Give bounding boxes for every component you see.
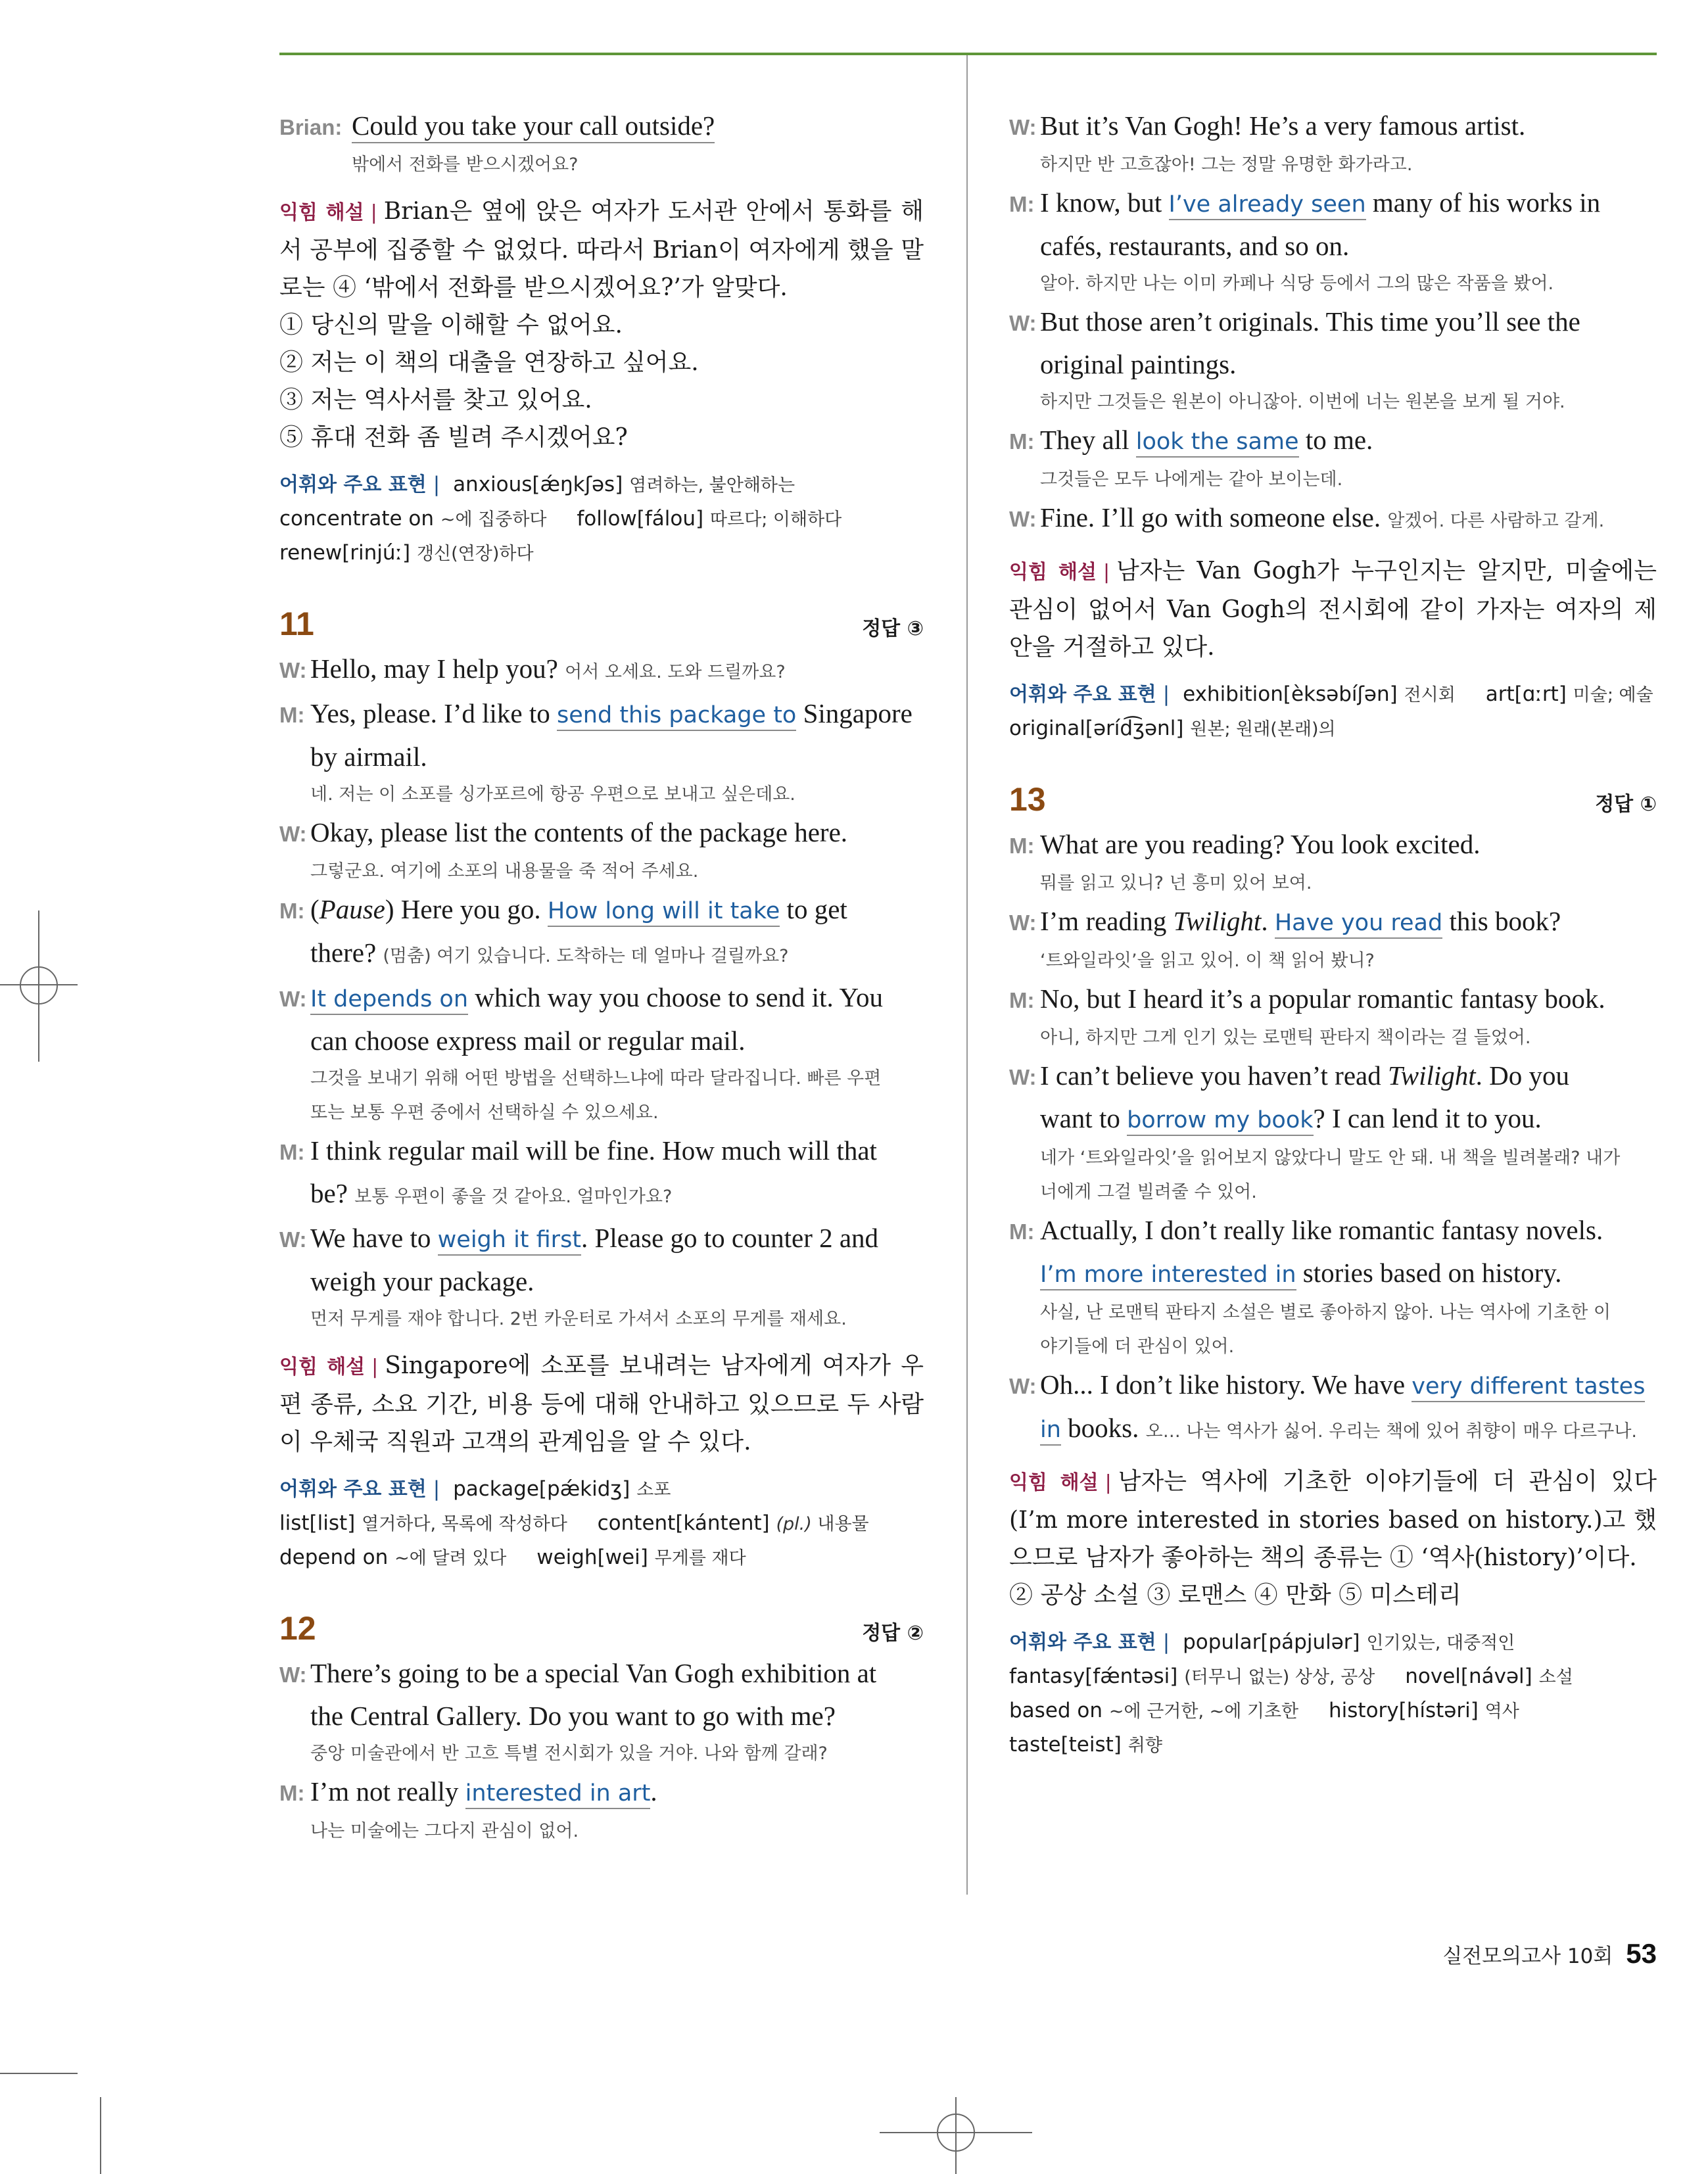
crop-mark-line (0, 2073, 78, 2074)
right-column (1009, 105, 1657, 1762)
speaker-label: Brian: (279, 115, 343, 139)
explanation: 익힘 해설 | 남자는 역사에 기초한 이야기들에 더 관심이 있다(I’m more interested in stories based on history.)고 했으므로 남자가 좋아하는 책의 종류는 ① ‘역사(history)’이다. (1009, 1468, 1657, 1571)
answer-label: 정답 ② (862, 1622, 924, 1645)
question-12-continued: W: But it’s Van Gogh! He’s a very famous artist. 하지만 반 고흐잖아! 그는 정말 유명한 화가라고. M: I know, but I’ve already seen many of his works in cafés, restaurants, and so on. 알아. 하지만 나는 이미 카페나 식당 등에서 그의 많은 작품을 봤어. W: But those aren’t originals. This time you’ll see the original paintings. 하지만 그것들은 원본이 아니잖아. 이번에 너는 원본을 보게 될 거야. M: They all look the same to me. 그것들은 모두 나에게는 같아 보이는데. W: Fine. I’ll go with someone else. 알겠어. 다른 사람하고 갈게. 익힘 해설 | 남자는 Van Gogh가 누구인지는 알지만, 미술에는 관심이 없어서 Van Gogh의 전시회에 같이 가자는 여자의 제안을 거절하고 있다. 어휘와 주요 표현 | exhibition[èksəbíʃən] 전시회 art[ɑːrt] 미술; 예술 original[əríd͡ʒənl] 원본; 원래(본래)의 (1009, 105, 1657, 746)
vocabulary-box: 어휘와 주요 표현 | popular[pápjulər] 인기있는, 대중적인 fantasy[fǽntəsi] (터무니 없는) 상상, 공상 novel[návəl] 소설 based on ~에 근거한, ~에 기초한 history[hístəri] 역사 taste[teist] 취향 (1009, 1630, 1573, 1757)
question-number: 11 (279, 605, 314, 642)
key-expression: in (1040, 1417, 1061, 1446)
registration-mark-circle (20, 966, 58, 1004)
question-number: 13 (1009, 781, 1046, 818)
key-expression: It depends on (310, 986, 468, 1015)
option-item: ③ 저는 역사서를 찾고 있어요. (279, 387, 592, 414)
question-13: 13 정답 ① M: What are you reading? You look excited. 뭐를 읽고 있니? 넌 흥미 있어 보여. W: I’m reading Twilight. Have you read this book? ‘트와일라잇’을 읽고 있어. 이 책 읽어 봤니? M: No, but I heard it’s a popular romantic fantasy book. 아니, 하지만 그게 인기 있는 로맨틱 판타지 책이라는 걸 들었어. W: I can’t believe you haven’t read Twilight. Do you want to borrow my book? I can lend it to you. 네가 ‘트와일라잇’을 읽어보지 않았다니 말도 안 돼. 내 책을 빌려볼래? 내가 너에게 그걸 빌려줄 수 있어. M: Actually, I don’t really like romantic fantasy novels. I’m more interested in stories based on history. 사실, 난 로맨틱 판타지 소설은 별로 좋아하지 않아. 나는 역사에 기초한 이 야기들에 더 관심이 있어. W: Oh... I don’t like history. We have very different tastes in books. 오… 나는 역사가 싫어. 우리는 책에 있어 취향이 매우 다르구나. 익힘 해설 | 남자는 역사에 기초한 이야기들에 더 관심이 있다(I’m more interested in stories based on history.)고 했으므로 남자가 좋아하는 책의 종류는 ① ‘역사(history)’이다. ② 공상 소설 ③ 로맨스 ④ 만화 ⑤ 미스테리 어휘와 주요 표현 | popular[pápjulər] 인기있는, 대중적인 fantasy[fǽntəsi] (터무니 없는) 상상, 공상 novel[návəl] 소설 based on ~에 근거한, ~에 기초한 history[hístəri] 역사 taste[teist] 취향 (1009, 780, 1657, 1762)
column-divider (966, 55, 968, 1895)
explanation: 익힘 해설 | Brian은 옆에 앉은 여자가 도서관 안에서 통화를 해서 공부에 집중할 수 없었다. 따라서 Brian이 여자에게 했을 말로는 ④ ‘밖에서 전화를 받으시겠어요?’가 알맞다. (279, 198, 924, 301)
vocabulary-box: 어휘와 주요 표현 | package[pǽkidʒ] 소포 list[list] 열거하다, 목록에 작성하다 content[kántent] (pl.) 내용물 depend on ~에 달려 있다 weigh[wei] 무게를 재다 (279, 1477, 869, 1569)
explanation: 익힘 해설 | Singapore에 소포를 보내려는 남자에게 여자가 우편 종류, 소요 기간, 비용 등에 대해 안내하고 있으므로 두 사람이 우체국 직원과 고객의 관계임을 알 수 있다. (279, 1352, 924, 1455)
key-expression: send this package to (557, 702, 796, 731)
page-footer (1442, 1938, 1657, 1970)
key-expression: weigh it first (438, 1227, 581, 1256)
key-expression: Have you read (1275, 910, 1442, 939)
option-item: ② 공상 소설 ③ 로맨스 ④ 만화 ⑤ 미스테리 (1009, 1582, 1461, 1609)
crop-mark-line (100, 2097, 101, 2174)
key-expression: How long will it take (548, 898, 780, 927)
vocabulary-box: 어휘와 주요 표현 | exhibition[èksəbíʃən] 전시회 art[ɑːrt] 미술; 예술 original[əríd͡ʒənl] 원본; 원래(본래)의 (1009, 682, 1653, 740)
vocabulary-box: 어휘와 주요 표현 | anxious[ǽŋkʃəs] 염려하는, 불안해하는 concentrate on ~에 집중하다 follow[fálou] 따르다; 이해하다 renew[rinjúː] 갱신(연장)하다 (279, 473, 842, 565)
top-rule (279, 53, 1657, 55)
footer-label: 실전모의고사 10회 (1442, 1945, 1613, 1968)
brian-block (279, 105, 924, 571)
key-expression: interested in art (465, 1780, 651, 1809)
left-column (279, 105, 924, 1849)
key-expression: look the same (1136, 429, 1299, 458)
option-item: ② 저는 이 책의 대출을 연장하고 싶어요. (279, 349, 699, 376)
option-item: ⑤ 휴대 전화 좀 빌려 주시겠어요? (279, 424, 628, 451)
dialogue-line: Could you take your call outside? (352, 110, 715, 143)
option-item: ① 당신의 말을 이해할 수 없어요. (279, 312, 623, 339)
question-11: 11 정답 ③ W: Hello, may I help you? 어서 오세요. 도와 드릴까요? M: Yes, please. I’d like to send this package to Singapore by airmail. 네. 저는 이 소포를 싱가포르에 항공 우편으로 보내고 싶은데요. W: Okay, please list the contents of the package here. 그렇군요. 여기에 소포의 내용물을 죽 적어 주세요. M: (Pause) Here you go. How long will it take to get there? (멈춤) 여기 있습니다. 도착하는 데 얼마나 걸릴까요? W: It depends on which way you choose to send it. You can choose express mail or regular mail. 그것을 보내기 위해 어떤 방법을 선택하느냐에 따라 달라집니다. 빠른 우편 또는 보통 우편 중에서 선택하실 수 있으세요. M: I think regular mail will be fine. How much will that be? 보통 우편이 좋을 것 같아요. 얼마인가요? W: We have to weigh it first. Please go to counter 2 and weigh your package. 먼저 무게를 재야 합니다. 2번 카운터로 가셔서 소포의 무게를 재세요. 익힘 해설 | Singapore에 소포를 보내려는 남자에게 여자가 우편 종류, 소요 기간, 비용 등에 대해 안내하고 있으므로 두 사람이 우체국 직원과 고객의 관계임을 알 수 있다. 어휘와 주요 표현 | package[pǽkidʒ] 소포 list[list] 열거하다, 목록에 작성하다 content[kántent] (pl.) 내용물 depend on ~에 달려 있다 weigh[wei] 무게를 재다 (279, 605, 924, 1575)
question-number: 12 (279, 1610, 316, 1647)
explanation: 익힘 해설 | 남자는 Van Gogh가 누구인지는 알지만, 미술에는 관심이 없어서 Van Gogh의 전시회에 같이 가자는 여자의 제안을 거절하고 있다. (1009, 557, 1657, 661)
question-12: 12 정답 ② W: There’s going to be a special Van Gogh exhibition at the Central Gallery. Do you want to go with me? 중앙 미술관에서 반 고흐 특별 전시회가 있을 거야. 나와 함께 갈래? M: I’m not really interested in art. 나는 미술에는 그다지 관심이 없어. (279, 1610, 924, 1841)
key-expression: I’m more interested in (1040, 1262, 1296, 1290)
translation: 밖에서 전화를 받으시겠어요? (352, 154, 579, 175)
answer-label: 정답 ① (1595, 793, 1657, 816)
key-expression: very different tastes (1411, 1373, 1645, 1402)
answer-label: 정답 ③ (862, 617, 924, 640)
registration-mark-circle (937, 2114, 975, 2152)
key-expression: borrow my book (1127, 1107, 1313, 1136)
key-expression: I’ve already seen (1169, 191, 1366, 220)
page-number: 53 (1626, 1938, 1657, 1969)
